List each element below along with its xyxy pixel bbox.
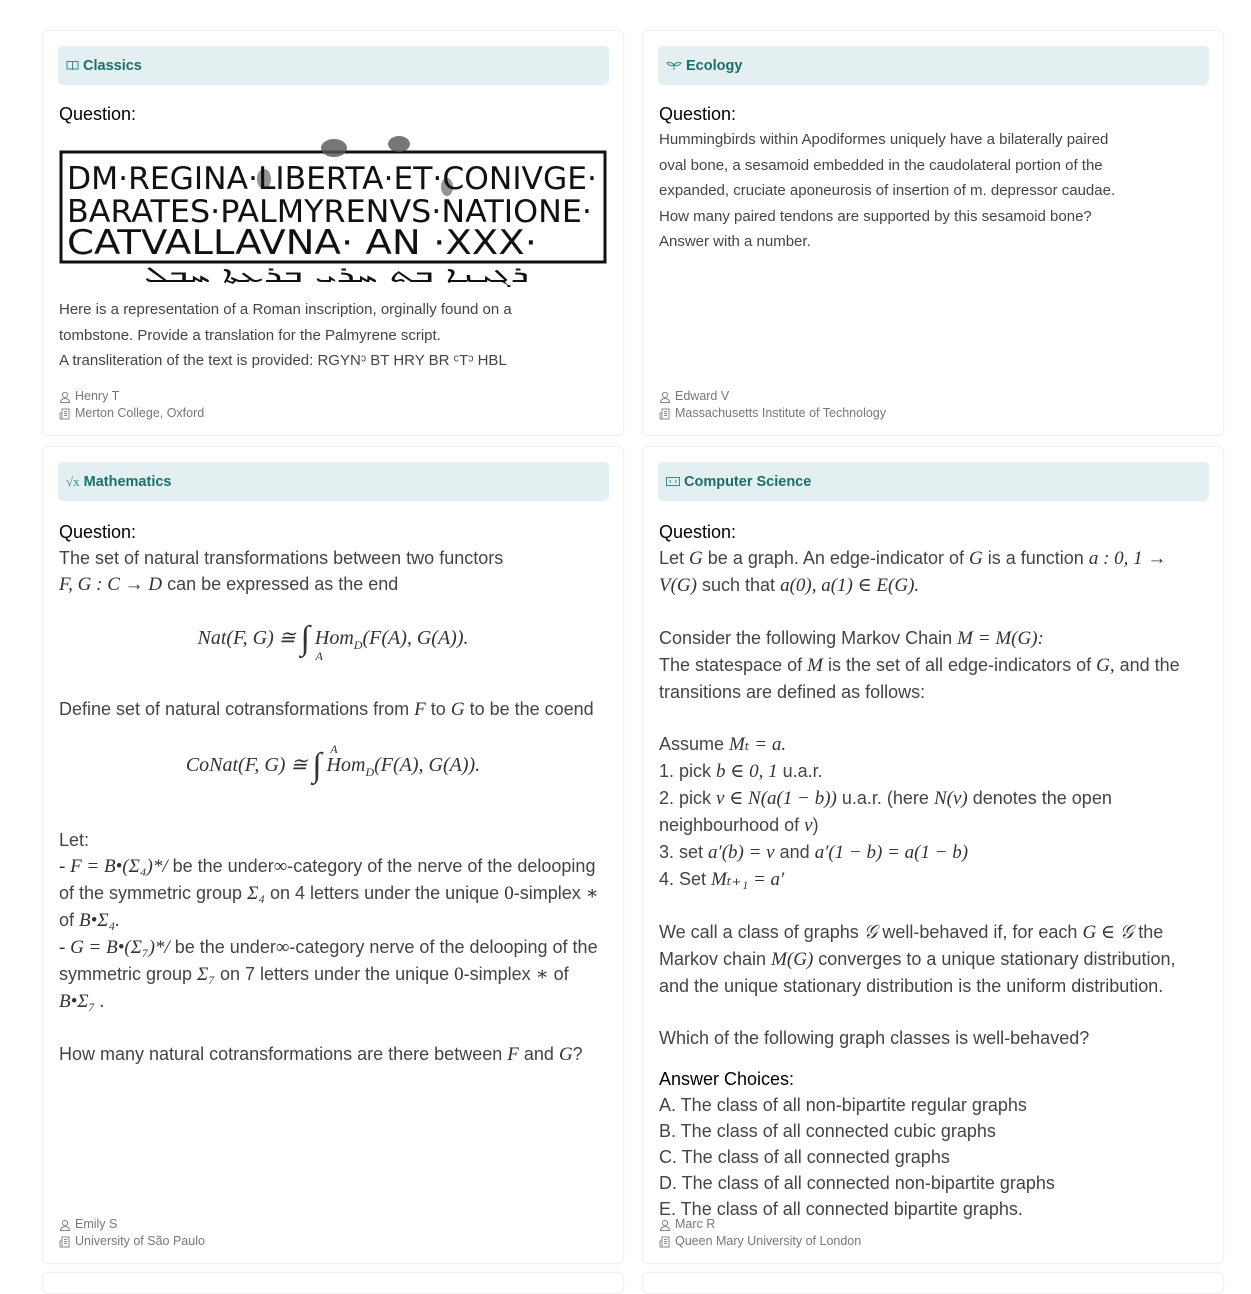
answer-choice: E. The class of all connected bipartite graphs. bbox=[659, 1199, 1023, 1219]
building-icon bbox=[659, 408, 671, 420]
question-card-classics bbox=[42, 30, 624, 436]
answer-choice: C. The class of all connected graphs bbox=[659, 1147, 950, 1167]
inscription-line-3: CATVALLAVNA· AN ·XXX· bbox=[67, 223, 537, 263]
subject-header bbox=[658, 462, 1209, 501]
subject-title: Ecology bbox=[686, 57, 743, 74]
question-card-partial bbox=[42, 1272, 624, 1294]
subject-title: Classics bbox=[83, 57, 142, 74]
user-icon bbox=[59, 391, 71, 403]
graph-definition: Let G be a graph. An edge-indicator of G is a function a : 0, 1 → V(G) such that a(0), a(1) ∈ E(G). bbox=[659, 548, 1167, 596]
building-icon bbox=[659, 1236, 671, 1248]
institution-name: Massachusetts Institute of Technology bbox=[675, 406, 886, 420]
answer-choice: B. The class of all connected cubic graphs bbox=[659, 1121, 996, 1141]
book-icon bbox=[66, 60, 79, 71]
define-coend: Define set of natural cotransformations from F to G to be the coend bbox=[59, 699, 594, 720]
user-icon bbox=[659, 391, 671, 403]
code-icon bbox=[666, 477, 680, 487]
answer-choice: D. The class of all connected non-bipartite graphs bbox=[659, 1173, 1055, 1193]
question-paragraph: Here is a representation of a Roman inscription, orginally found on a tombstone. Provide a translation for the Palmyrene script. bbox=[59, 301, 512, 344]
sqrt-icon: √x bbox=[66, 473, 80, 489]
subject-header bbox=[658, 46, 1209, 85]
subject-title: Mathematics bbox=[83, 473, 172, 490]
question-card-partial bbox=[642, 1272, 1224, 1294]
roman-inscription-image bbox=[59, 134, 609, 289]
author-info bbox=[659, 1216, 861, 1250]
answer-choice: A. The class of all non-bipartite regular graphs bbox=[659, 1095, 1027, 1115]
building-icon bbox=[59, 408, 71, 420]
question-intro: The set of natural transformations between two functors F, G : C → D can be expressed as the end bbox=[59, 548, 504, 595]
building-icon bbox=[59, 1236, 71, 1248]
author-name: Marc R bbox=[675, 1217, 716, 1231]
author-info bbox=[59, 388, 204, 422]
question-label: Question: bbox=[59, 522, 137, 542]
question-card-ecology bbox=[642, 30, 1224, 436]
inscription-line-1: DM·REGINA·LIBERTA·ET·CONIVGE· bbox=[67, 161, 597, 197]
integral-symbol: ∫ A bbox=[312, 742, 338, 785]
author-info bbox=[659, 388, 886, 422]
question-paragraph: A transliteration of the text is provided: RGYNᵓ BT HRY BR ᶜTᵓ HBL bbox=[59, 352, 507, 369]
subject-title: Computer Science bbox=[684, 473, 812, 490]
user-icon bbox=[659, 1219, 671, 1231]
user-icon bbox=[59, 1219, 71, 1231]
author-name: Edward V bbox=[675, 389, 730, 403]
question-paragraph: Hummingbirds within Apodiformes uniquely have a bilaterally paired oval bone, a sesamoid embedded in the caudolateral portion of the expanded, cruciate aponeurosis of insertion of m. depressor caudae. How many paired tendons are supported by this sesamoid bone? Answer with a number. bbox=[659, 131, 1116, 250]
author-name: Emily S bbox=[75, 1217, 118, 1231]
institution-name: Queen Mary University of London bbox=[675, 1234, 862, 1248]
let-definitions: Let: - F = B•(Σ₄)*/ be the under∞-category of the nerve of the delooping of the symmetric group Σ₄ on 4 letters under the unique 0-simplex ∗ of B•Σ₄. - G = B•(Σ₇)*/ be the under∞-category nerve of the delooping of the symmetric group Σ₇ on 7 letters under the unique 0-simplex ∗ of B•Σ₇ . bbox=[59, 830, 599, 1012]
answer-choices-list bbox=[659, 1092, 1207, 1222]
question-label: Question: bbox=[59, 104, 137, 124]
equation-coend: CoNat(F, G) ≅ ∫ A Hom$_D$(F(A), G(A)). bbox=[185, 742, 481, 785]
author-name: Henry T bbox=[75, 389, 120, 403]
question-label: Question: bbox=[659, 522, 737, 542]
institution-name: University of São Paulo bbox=[75, 1234, 205, 1248]
answer-choices-label: Answer Choices: bbox=[659, 1069, 795, 1089]
author-info bbox=[59, 1216, 205, 1250]
subject-header bbox=[58, 46, 609, 85]
final-question: How many natural cotransformations are there between F and G? bbox=[59, 1044, 583, 1065]
which-question: Which of the following graph classes is well-behaved? bbox=[659, 1028, 1090, 1048]
equation-end: Nat(F, G) ≅ ∫ A Hom$_D$(F(A), G(A)). bbox=[197, 620, 469, 664]
question-card-computer-science bbox=[642, 446, 1224, 1264]
markov-chain-definition: Consider the following Markov Chain M = M(G): The statespace of M is the set of all edge-indicators of G, and the transitions are defined as follows: bbox=[659, 628, 1180, 702]
well-behaved-definition: We call a class of graphs 𝒢 well-behaved if, for each G ∈ 𝒢 the Markov chain M(G) converges to a unique stationary distribution, and the unique stationary distribution is the uniform distribution. bbox=[659, 922, 1176, 996]
sprout-icon bbox=[666, 60, 682, 71]
inscription-line-2: BARATES·PALMYRENVS·NATIONE· bbox=[67, 194, 592, 230]
palmyrene-script-line: ܪܓܝܢܐ ܒܬ ܚܪܝ ܒܪܥܬܐ ܚܒܠ bbox=[144, 263, 529, 288]
institution-name: Merton College, Oxford bbox=[75, 406, 205, 420]
question-label: Question: bbox=[659, 104, 737, 124]
integral-symbol: ∫ A bbox=[300, 620, 323, 664]
question-card-mathematics bbox=[42, 446, 624, 1264]
subject-header bbox=[58, 462, 609, 501]
transition-steps: Assume Mₜ = a. 1. pick b ∈ 0, 1 u.a.r. 2. pick v ∈ N(a(1 − b)) u.a.r. (here N(v) denotes the open neighbourhood of v) 3. set a′(b) = v and a′(1 − b) = a(1 − b) 4. Set Mₜ₊₁ = a′ bbox=[659, 734, 1112, 890]
